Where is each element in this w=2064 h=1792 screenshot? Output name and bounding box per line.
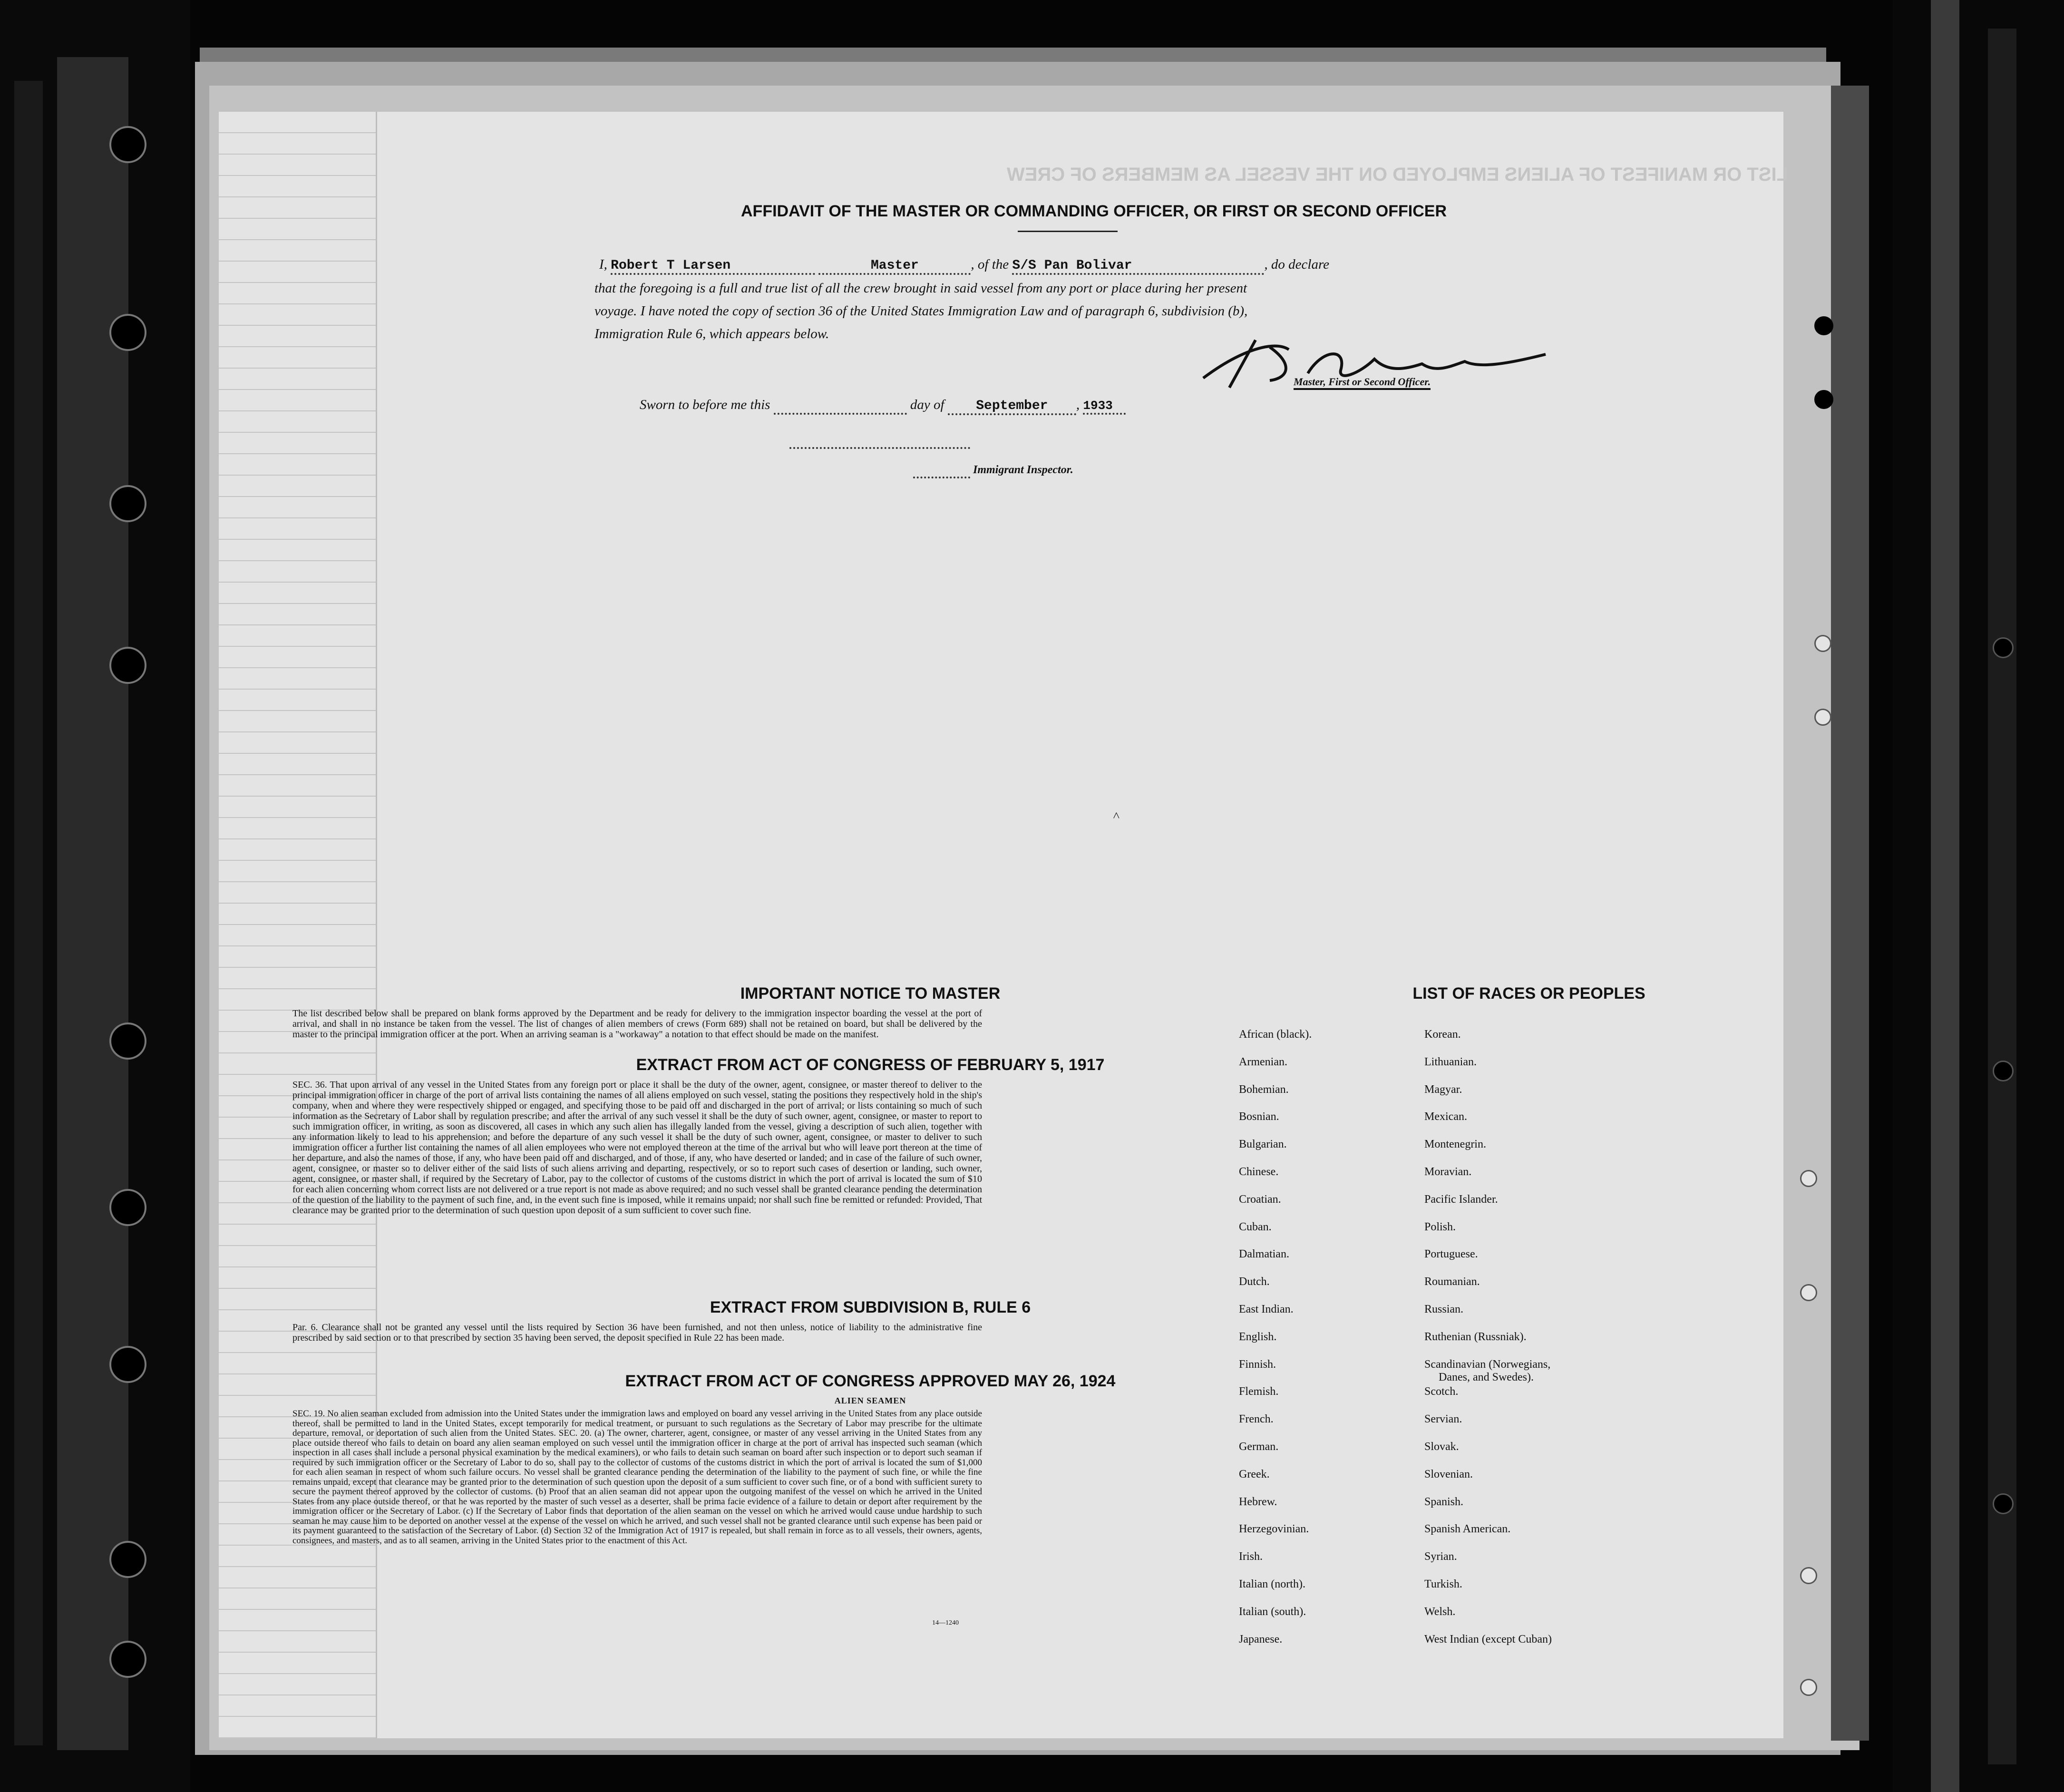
punch-hole-icon (1814, 709, 1831, 726)
punch-hole-icon (1814, 635, 1831, 652)
right-binder-strip (1931, 0, 1959, 1792)
of-the-text: , of the (971, 257, 1009, 272)
punch-hole-icon (1800, 1170, 1817, 1187)
affidavit-line1 (599, 257, 1722, 275)
punch-hole-icon (1800, 1567, 1817, 1584)
affidavit-line3: voyage. I have noted the copy of section 36 of the United States Immigration Law and of paragraph 6, subdivision (b), (594, 303, 1248, 319)
race-item: Flemish. (1239, 1385, 1279, 1398)
race-item: Welsh. (1424, 1605, 1456, 1618)
sworn-prefix: Sworn to before me this (640, 397, 770, 412)
affidavit-line2: that the foregoing is a full and true list of all the crew brought in said vessel from any port or place during her present (594, 281, 1247, 296)
extract-1924-title: EXTRACT FROM ACT OF CONGRESS APPROVED MAY 26, 1924 (625, 1372, 1116, 1390)
race-item: Russian. (1424, 1303, 1464, 1315)
extract-rule6-title: EXTRACT FROM SUBDIVISION B, RULE 6 (710, 1298, 1031, 1316)
vessel-name: S/S Pan Bolivar (1012, 258, 1264, 275)
master-name: Robert T Larsen (611, 258, 815, 275)
races-title: LIST OF RACES OR PEOPLES (1412, 984, 1645, 1003)
binder-spine (57, 57, 128, 1750)
punch-hole-icon (1800, 1679, 1817, 1696)
race-item: Japanese. (1239, 1633, 1283, 1646)
race-item: Herzegovinian. (1239, 1523, 1309, 1536)
document-page (219, 112, 1788, 1738)
race-item: Lithuanian. (1424, 1055, 1477, 1068)
binder-ring-icon (109, 1189, 146, 1226)
inspector-label: Immigrant Inspector. (973, 464, 1073, 476)
race-item: Turkish. (1424, 1578, 1462, 1590)
inspector-signature-blank (789, 447, 970, 449)
race-item: Korean. (1424, 1028, 1461, 1041)
affidavit-line4: Immigration Rule 6, which appears below. (594, 326, 829, 341)
pronoun: I, (599, 257, 607, 272)
race-item: Spanish. (1424, 1495, 1464, 1508)
race-item: Bohemian. (1239, 1083, 1289, 1096)
affidavit-title: AFFIDAVIT OF THE MASTER OR COMMANDING OFFICER, OR FIRST OR SECOND OFFICER (741, 202, 1447, 220)
race-item: Hebrew. (1239, 1495, 1277, 1508)
race-item: Ruthenian (Russniak). (1424, 1330, 1527, 1343)
binder-ring-icon (109, 1023, 146, 1060)
race-item: Mexican. (1424, 1110, 1467, 1123)
race-item: Servian. (1424, 1413, 1462, 1426)
title-rule (1018, 231, 1118, 232)
race-item: Finnish. (1239, 1358, 1276, 1371)
extract-1924-subtitle: ALIEN SEAMEN (834, 1396, 906, 1405)
binder-ring-icon (109, 314, 146, 351)
day-of-text: day of (910, 397, 944, 412)
binder-ring-icon (1993, 1061, 2014, 1081)
punch-hole-icon (1814, 316, 1833, 335)
page-stack-edge (1831, 86, 1869, 1741)
race-item: Slovenian. (1424, 1468, 1473, 1480)
race-item: German. (1239, 1441, 1279, 1453)
binder-ring-icon (109, 126, 146, 163)
race-item: Slovak. (1424, 1441, 1459, 1453)
race-item: Magyar. (1424, 1083, 1462, 1096)
race-item: Syrian. (1424, 1550, 1457, 1563)
sworn-month: September (948, 399, 1076, 415)
binder-ring-icon (109, 485, 146, 522)
race-item: Dutch. (1239, 1276, 1270, 1288)
sworn-year: 1933 (1083, 399, 1126, 415)
binder-ring-icon (109, 647, 146, 684)
race-item: Scandinavian (Norwegians, (1424, 1358, 1551, 1371)
race-item: Croatian. (1239, 1193, 1281, 1206)
race-item: Chinese. (1239, 1166, 1279, 1178)
right-binder-edge (1893, 0, 2064, 1792)
race-item: Bosnian. (1239, 1110, 1279, 1123)
race-item: Roumanian. (1424, 1276, 1480, 1288)
sworn-line: Sworn to before me this day of September , 1933 (640, 397, 1126, 415)
punch-hole-icon (1814, 390, 1833, 409)
notice-text: The list described below shall be prepared on blank forms approved by the Department and be ready for delivery to the immigration inspector boarding the vessel at the port of arrival, and shall in no instance be taken from the vessel. The list of changes of alien members of crews (Form 689) shall not be retained on board, but shall be delivered by the master to the principal immigration officer at the port. When an arriving seaman is a "workaway" a notation to that effect should be made on the manifest. (292, 1008, 982, 1040)
race-item: Portuguese. (1424, 1248, 1478, 1261)
extract-1924-text: SEC. 19. No alien seaman excluded from admission into the United States under the immigration laws and employed on board any vessel arriving in the United States from any place outside thereof, shall be permitted to land in the United States, except temporarily for medical treatment, or pursuant to such regulations as the Secretary of Labor may prescribe for the ultimate departure, removal, or deportation of such alien from the United States. SEC. 20. (a) The owner, charterer, agent, consignee, or master of any vessel arriving in the United States from any place outside thereof who fails to detain on board any alien seaman employed on such vessel until the immigration officer in charge at the port of arrival has inspected such seaman (which inspection in all cases shall include a personal physical examination by the medical examiners), or who fails to detain such seaman on board after such inspection or to deport such seaman if required by such immigration officer or the Secretary of Labor to do so, shall pay to the collector of customs of the customs district in which the port of arrival is located the sum of $1,000 for each alien seaman in respect of whom such failure occurs. No vessel shall be granted clearance pending the determination of the liability to the payment of such fine, or while the fine remains unpaid, except that clearance may be granted prior to the determination of such question upon the deposit of a sum sufficient to cover such fine, or of a bond with sufficient surety to secure the payment thereof approved by the collector of customs. (b) Proof that an alien seaman did not appear upon the outgoing manifest of the vessel on which he arrived in the United States from any place outside thereof, or that he was reported by the master of such vessel as a deserter, shall be prima facie evidence of a failure to detain or deport after requirement by the immigration officer or the Secretary of Labor. (c) If the Secretary of Labor finds that deportation of the alien seaman on the vessel on which he arrived would cause undue hardship to such seaman he may cause him to be deported on another vessel at the expense of the vessel on which he arrived, and such vessel shall not be granted clearance until such expense has been paid or its payment guaranteed to the satisfaction of the Secretary of Labor. (d) Section 32 of the Immigration Act of 1917 is repealed, but shall remain in force as to all vessels, their owners, agents, consignees, and masters, and as to all seamen, arriving in the United States prior to the enactment of this Act. (292, 1409, 982, 1546)
race-item: Irish. (1239, 1550, 1263, 1563)
race-item: Bulgarian. (1239, 1138, 1287, 1151)
race-item: Pacific Islander. (1424, 1193, 1498, 1206)
race-item: English. (1239, 1330, 1277, 1343)
race-item: Montenegrin. (1424, 1138, 1486, 1151)
binder-ring-icon (109, 1541, 146, 1578)
race-item: Italian (south). (1239, 1605, 1306, 1618)
race-item: French. (1239, 1413, 1274, 1426)
stray-mark: ˄ (1113, 808, 1120, 822)
race-item: Italian (north). (1239, 1578, 1305, 1590)
race-item: Spanish American. (1424, 1523, 1511, 1536)
race-item: East Indian. (1239, 1303, 1294, 1315)
binder-ring-icon (109, 1641, 146, 1678)
race-item: Danes, and Swedes). (1439, 1371, 1534, 1383)
race-item: Scotch. (1424, 1385, 1459, 1398)
inspector-line (913, 464, 1073, 478)
form-number: 14—1240 (932, 1619, 959, 1626)
binder-ring-icon (1993, 1493, 2014, 1514)
race-item: Dalmatian. (1239, 1248, 1289, 1261)
master-rank: Master (818, 258, 971, 275)
extract-1917-text: SEC. 36. That upon arrival of any vessel in the United States from any foreign port or place it shall be the duty of the owner, agent, consignee, or master thereof to deliver to the principal immigration officer in charge of the port of arrival lists containing the names of all aliens employed on such vessel, stating the positions they respectively hold in the ship's company, when and where they were respectively shipped or engaged, and specifying those to be paid off and discharged in the port of arrival; or lists containing so much of such information as the Secretary of Labor shall by regulation prescribe; and after the arrival of any such vessel it shall be the duty of such owner, agent, consignee, or master to report to such immigration officer, in writing, as soon as discovered, all cases in which any such alien has illegally landed from the vessel, giving a description of such alien, together with any information likely to lead to his apprehension; and before the departure of any such vessel it shall be the duty of such owner, agent, consignee, or master to deliver to such immigration officer a further list containing the names of all alien employees who were not employed thereon at the time of the arrival but who will leave port thereon at the time of her departure, and also the names of those, if any, who have been paid off and discharged, and of those, if any, who have deserted or landed; and in case of the failure of such owner, agent, consignee, or master so to deliver either of the said lists of such aliens arriving and departing, respectively, or so to report such cases of desertion or landing, such owner, agent, consignee, or master shall, if required by the Secretary of Labor, pay to the collector of customs of the customs district in which the port of arrival is located the sum of $10 for each alien concerning whom correct lists are not delivered or a true report is not made as above required; and no such vessel shall be granted clearance pending the determination of the question of the liability to the payment of such fine, and, in the event such fine is imposed, while it remains unpaid; nor shall such fine be remitted or refunded: Provided, That clearance may be granted prior to the determination of such question upon deposit of a sum sufficient to cover such fine. (292, 1080, 982, 1216)
race-item: Cuban. (1239, 1220, 1272, 1233)
do-declare-text: , do declare (1264, 257, 1330, 272)
day-blank (774, 397, 907, 415)
notice-title: IMPORTANT NOTICE TO MASTER (740, 984, 1001, 1003)
binder-ring-icon (1993, 637, 2014, 658)
race-item: Greek. (1239, 1468, 1270, 1480)
race-item: Moravian. (1424, 1166, 1472, 1178)
extract-rule6-text: Par. 6. Clearance shall not be granted any vessel until the lists required by Section 36 have been furnished, and not then unless, notice of liability to the administrative fine prescribed by said section or to that prescribed by section 35 having been served, the deposit specified in Rule 22 has been made. (292, 1322, 982, 1343)
race-item: Armenian. (1239, 1055, 1287, 1068)
race-item: West Indian (except Cuban) (1424, 1633, 1552, 1646)
extract-1917-title: EXTRACT FROM ACT OF CONGRESS OF FEBRUARY 5, 1917 (636, 1056, 1105, 1074)
race-item: African (black). (1239, 1028, 1312, 1041)
punch-hole-icon (1800, 1284, 1817, 1301)
signature-caption: Master, First or Second Officer. (1294, 376, 1431, 390)
race-item: Polish. (1424, 1220, 1456, 1233)
show-through-heading: LIST OR MANIFEST OF ALIENS EMPLOYED ON THE VESSEL AS MEMBERS OF CREW (1006, 164, 1788, 185)
binder-ring-icon (109, 1346, 146, 1383)
binder-strip (14, 81, 43, 1745)
